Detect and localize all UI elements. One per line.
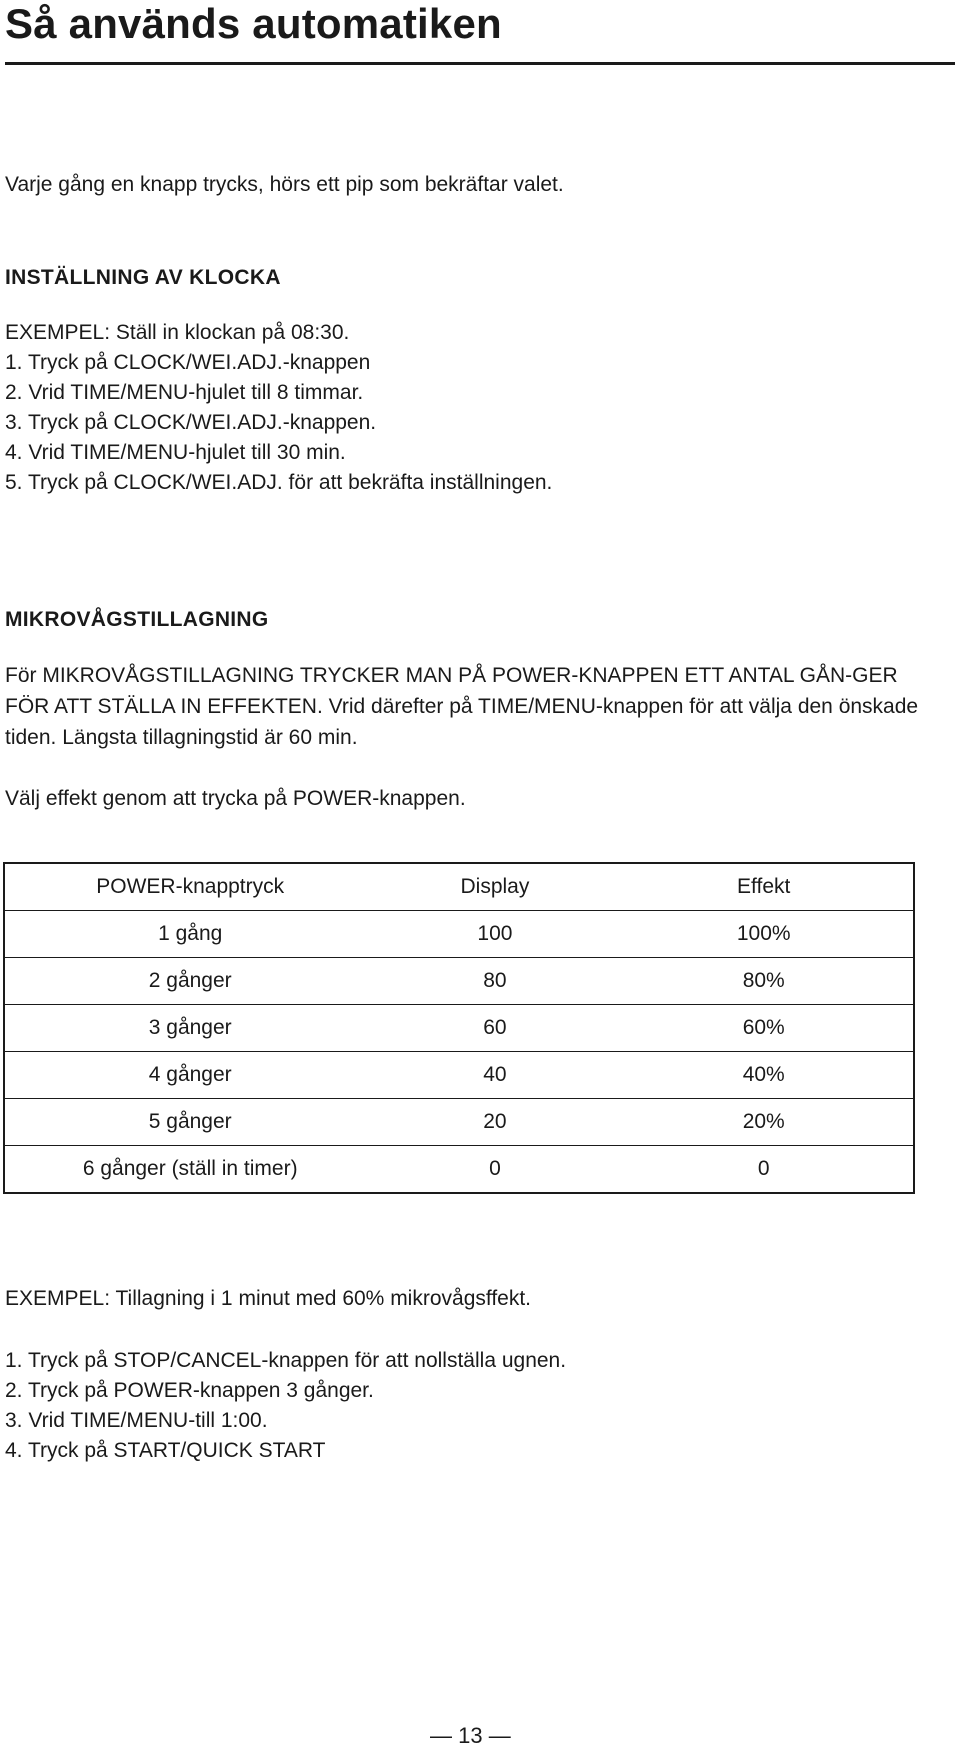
table-cell: 40 bbox=[375, 1052, 614, 1099]
list-item: 2. Vrid TIME/MENU-hjulet till 8 timmar. bbox=[5, 381, 364, 404]
table-cell: 60 bbox=[375, 1005, 614, 1052]
clock-steps bbox=[5, 348, 552, 498]
list-item: 4. Vrid TIME/MENU-hjulet till 30 min. bbox=[5, 441, 346, 464]
table-row bbox=[4, 1146, 914, 1194]
list-item: 3. Vrid TIME/MENU-till 1:00. bbox=[5, 1409, 268, 1432]
table-row bbox=[4, 911, 914, 958]
table-cell: 6 gånger (ställ in timer) bbox=[82, 1157, 298, 1180]
list-item: 3. Tryck på CLOCK/WEI.ADJ.-knappen. bbox=[5, 411, 377, 434]
table-cell: 100% bbox=[614, 911, 914, 958]
table-row bbox=[4, 1099, 914, 1146]
list-item: 2. Tryck på POWER-knappen 3 gånger. bbox=[5, 1379, 374, 1402]
table-cell: 80% bbox=[614, 958, 914, 1005]
column-header-effect: Effekt bbox=[614, 863, 914, 911]
microwave-description: För MIKROVÅGSTILLAGNING TRYCKER MAN PÅ POWER-KNAPPEN ETT ANTAL GÅN-GER FÖR ATT STÄLLA IN EFFEKTEN. Vrid därefter på TIME/MENU-knappen för att välja den önskade tiden. Längsta tillagningstid är 60 min. bbox=[5, 664, 919, 749]
microwave-heading: MIKROVÅGSTILLAGNING bbox=[5, 608, 269, 631]
table-row bbox=[4, 1005, 914, 1052]
title-divider bbox=[5, 62, 955, 65]
table-row bbox=[4, 958, 914, 1005]
table-row bbox=[4, 1052, 914, 1099]
table-cell: 100 bbox=[375, 911, 614, 958]
intro-text: Varje gång en knapp trycks, hörs ett pip som bekräftar valet. bbox=[5, 173, 564, 196]
clock-example: EXEMPEL: Ställ in klockan på 08:30. bbox=[5, 321, 350, 344]
page-title: Så används automatiken bbox=[5, 0, 502, 47]
table-cell: 60% bbox=[614, 1005, 914, 1052]
table-cell: 3 gånger bbox=[4, 1005, 375, 1052]
clock-heading: INSTÄLLNING AV KLOCKA bbox=[5, 266, 281, 289]
table-cell: 20% bbox=[614, 1099, 914, 1146]
table-cell: 40% bbox=[614, 1052, 914, 1099]
example2-steps bbox=[5, 1346, 566, 1466]
power-table bbox=[3, 862, 915, 1194]
list-item: 1. Tryck på STOP/CANCEL-knappen för att nollställa ugnen. bbox=[5, 1349, 567, 1372]
list-item: 1. Tryck på CLOCK/WEI.ADJ.-knappen bbox=[5, 351, 371, 374]
table-cell: 20 bbox=[375, 1099, 614, 1146]
table-cell: 80 bbox=[375, 958, 614, 1005]
example2-title: EXEMPEL: Tillagning i 1 minut med 60% mikrovågsffekt. bbox=[5, 1287, 532, 1310]
table-cell: 0 bbox=[489, 1157, 501, 1180]
column-header-power: POWER-knapptryck bbox=[4, 863, 375, 911]
table-cell: 0 bbox=[757, 1157, 770, 1180]
table-cell: 1 gång bbox=[4, 911, 375, 958]
microwave-choose-text: Välj effekt genom att trycka på POWER-knappen. bbox=[5, 787, 466, 810]
list-item: 4. Tryck på START/QUICK START bbox=[5, 1439, 326, 1462]
page-number: — 13 — bbox=[430, 1723, 511, 1748]
list-item: 5. Tryck på CLOCK/WEI.ADJ. för att bekräfta inställningen. bbox=[5, 471, 553, 494]
column-header-display: Display bbox=[375, 863, 614, 911]
table-header-row bbox=[4, 863, 914, 911]
table-cell: 4 gånger bbox=[4, 1052, 375, 1099]
table-cell: 5 gånger bbox=[4, 1099, 375, 1146]
table-cell: 2 gånger bbox=[4, 958, 375, 1005]
